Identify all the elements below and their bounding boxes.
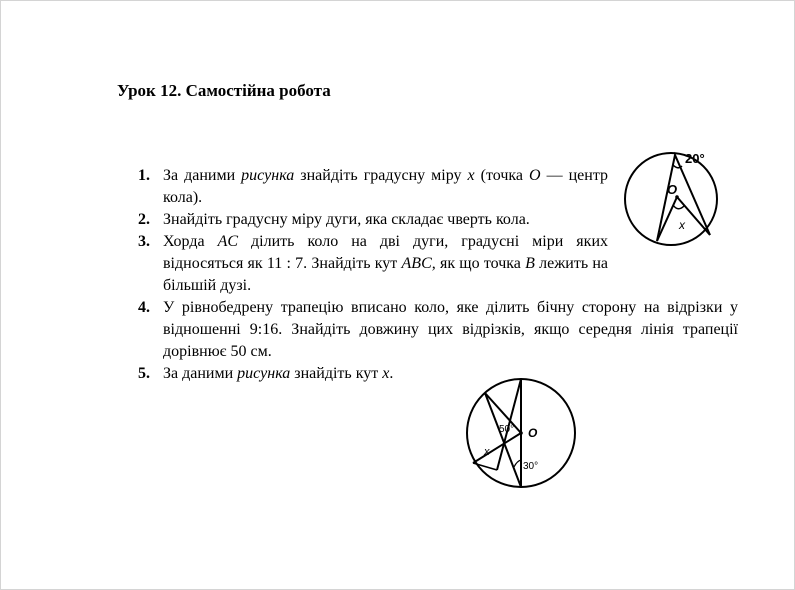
angle-label-30: 30° [523, 461, 539, 472]
task-text-part: ABC, [401, 255, 436, 272]
task-text-part: O [529, 167, 541, 184]
task-text-part: знайдіть градусну міру [294, 167, 468, 184]
figure-circle-1 [622, 141, 720, 257]
chord-b [485, 393, 521, 487]
task-text-part: x [382, 365, 390, 382]
angle-label-50: 50° [499, 424, 515, 435]
angle-label-20: 20° [685, 151, 705, 166]
task-number: 5. [138, 365, 150, 382]
task-text-part: Знайдіть градусну міру дуги, яка складає чверть кола. [163, 211, 530, 228]
center-point [519, 431, 523, 435]
task-text-part: . [389, 365, 394, 382]
arc-30 [514, 460, 521, 467]
figure-circle-2 [465, 375, 577, 491]
task-text-part: Хорда [163, 233, 218, 250]
task-text-part: знайдіть кут [290, 365, 383, 382]
task-item [138, 363, 738, 385]
arc-x [673, 205, 684, 209]
task-text [163, 363, 738, 385]
task-text-part: (точка [474, 167, 530, 184]
x-label: x [484, 446, 490, 458]
task-text [163, 165, 608, 209]
task-number: 3. [138, 233, 150, 250]
task-text-part: B [525, 255, 535, 272]
arc-20 [673, 165, 682, 168]
task-number: 4. [138, 299, 150, 316]
task-text-part: ділить коло на дві дуги, градусні міри яких відносяться як 11 : 7. Знайдіть кут [163, 233, 608, 272]
center-label: O [667, 182, 678, 197]
task-text-part: рисунка [241, 167, 295, 184]
task-text-part: — центр кола). [163, 167, 609, 206]
chord-e [473, 463, 497, 470]
task-text-part: лежить на більшій дузі. [163, 255, 609, 294]
task-text [163, 231, 608, 297]
x-label: x [679, 218, 685, 232]
task-item [138, 297, 738, 363]
task-text-part: рисунка [237, 365, 291, 382]
task-number: 2. [138, 211, 150, 228]
task-text-part: AC [217, 233, 239, 250]
task-text-part: За даними [163, 365, 238, 382]
task-text [163, 297, 738, 363]
task-text-part: За даними [163, 167, 242, 184]
task-text-part: як що точка [435, 255, 526, 272]
circle-outline [625, 153, 717, 245]
center-label: O [528, 426, 538, 440]
lesson-title: Урок 12. Самостійна робота [117, 81, 331, 100]
task-text-part: x [467, 167, 475, 184]
chord-d [473, 433, 521, 463]
task-text [163, 209, 608, 231]
task-number: 1. [138, 167, 150, 184]
task-text-part: У рівнобедрену трапецію вписано коло, яке ділить бічну сторону на відрізки у відношенні 9:16. Знайдіть довжину цих відрізків, якщо середня лінія трапеції дорівнює 50 см. [163, 299, 738, 360]
